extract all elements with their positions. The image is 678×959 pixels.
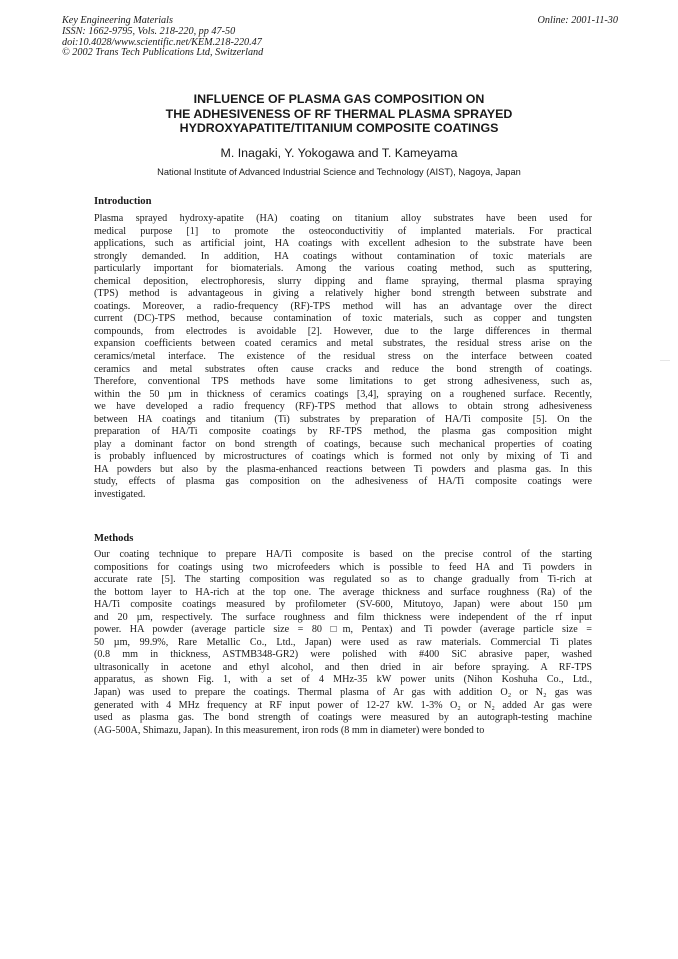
text-line: strongly demanded. In addition, HA coatings without contamination of toxic materials are [94,250,592,262]
text-line: ceramics and metal substrates often cause cracks and reduce the bond strength of coatings. [94,363,592,375]
text-line: accurate rate [5]. The starting composition was regulated so as to change gradually from Ti-rich at [94,574,592,586]
text-line: (AG-500A, Shimazu, Japan). In this measurement, iron rods (8 mm in diameter) were bonded to [94,724,485,736]
text-line: HA powders but also by the plasma-enhanced reactions between Ti powders and plasma gas. In this [94,463,592,475]
text-line: preparation of HA/Ti composite coatings by RF-TPS method, the plasma gas composition might [94,426,592,438]
journal-header [62,16,402,59]
text-line: is probably influenced by microstructures of coatings which is formed not only by mixing of Ti and [94,451,592,463]
author-list: M. Inagaki, Y. Yokogawa and T. Kameyama [220,146,458,160]
text-line: power. HA powder (average particle size = 80 □m, Pentax) and Ti powder (average particle size = [94,624,592,636]
text-line: used as plasma gas. The bond strength of coatings were measured by an autograph-testing machine [94,712,592,724]
text-line: medical purpose [1] to promote the osteoconductivitiy of implanted materials. For practical [94,225,592,237]
journal-copyright: © 2002 Trans Tech Publications Ltd, Switzerland [62,47,264,59]
journal-issn: ISSN: 1662-9795, Vols. 218-220, pp 47-50 [62,25,236,37]
paper-title [60,92,618,136]
text-line: (TPS) method is advantageous in giving a relatively higher bond strength between substrate and [94,288,592,300]
online-date: Online: 2001-11-30 [537,15,618,26]
text-line: generated with 4 MHz frequency at RF input power of 12-27 kW. 1-3% O₂ or N₂ added Ar gas were [94,699,592,711]
affiliation: National Institute of Advanced Industrial Science and Technology (AIST), Nagoya, Japan [157,167,521,177]
text-line: current (DC)-TPS method, because contamination of toxic materials, such as copper and tungsten [94,313,592,325]
margin-mark [660,360,670,361]
text-line: compositions for coatings using two microfeeders which is possible to feed HA and Ti powders in [94,561,592,573]
text-line: chemical deposition, electrophoresis, slurry dipping and flame spraying, thermal plasma spraying [94,275,592,287]
title-line: HYDROXYAPATITE/TITANIUM COMPOSITE COATINGS [179,121,499,136]
text-line: the bottom layer to HA-rich at the top one. The average thickness and surface roughness (Ra) of the [94,586,592,598]
text-line: Therefore, conventional TPS methods have some limitations to get strong adhesiveness, such as, [94,376,592,388]
methods-paragraph [94,549,592,737]
text-line: play a dominant factor on bond strength of coatings, because such mechanical properties of coating [94,438,592,450]
journal-doi: doi:10.4028/www.scientific.net/KEM.218-220.47 [62,36,262,48]
text-line: applications, such as artificial joint, HA coatings with excellent adhesion to the substrate have been [94,238,592,250]
text-line: investigated. [94,489,146,501]
methods-heading: Methods [94,533,134,544]
title-line: THE ADHESIVENESS OF RF THERMAL PLASMA SPRAYED [165,106,513,121]
text-line: between HA coatings and titanium (Ti) substrates by preparation of HA/Ti composite [5]. On the [94,413,592,425]
text-line: coatings. Moreover, a radio-frequency (RF)-TPS method will has an advantage over the direct [94,300,592,312]
title-line: INFLUENCE OF PLASMA GAS COMPOSITION ON [193,92,485,106]
text-line: within the 50 µm in thickness of ceramics coatings [3,4], spraying on a roughened surface. Recently, [94,388,592,400]
text-line: 50 µm, 99.9%, Rare Metallic Co., Ltd., Japan) were used as raw materials. Commercial Ti plates [94,636,592,648]
text-line: (0.8 mm in thickness, ASTMB348-GR2) were polished with #400 SiC abrasive paper, washed [94,649,592,661]
text-line: ultrasonically in acetone and ethyl alcohol, and then dried in air before spraying. A RF-TPS [94,661,592,673]
text-line: compounds, from electrodes is avoidable [2]. However, due to the large differences in thermal [94,325,592,337]
text-line: HA/Ti composite coatings measured by profilometer (SV-600, Mitutoyo, Japan) were about 150 µm [94,599,592,611]
text-line: study, effects of plasma gas composition on the adhesiveness of HA/Ti composite coatings were [94,476,592,488]
text-line: ceramics/metal interface. The existence of the residual stress on the interface between coated [94,351,592,363]
text-line: expansion coefficients between coated ceramics and metal substrates, the residual stress arise on the [94,338,592,350]
journal-name: Key Engineering Materials [62,15,173,26]
text-line: and 20 µm, respectively. The surface roughness and film thickness were independent of the rf input [94,611,592,623]
introduction-heading: Introduction [94,196,152,207]
text-line: Plasma sprayed hydroxy-apatite (HA) coating on titanium alloy substrates have been used for [94,213,592,224]
introduction-paragraph [94,213,592,502]
text-line: particularly important for biomaterials. Among the various coating method, such as sputtering, [94,263,592,275]
text-line: Japan) was used to prepare the coatings. Thermal plasma of Ar gas with addition O₂ or N₂ gas was [94,687,592,699]
text-line: we have developed a radio frequency (RF)-TPS method that allows to obtain strong adhesiveness [94,401,592,413]
text-line: Our coating technique to prepare HA/Ti composite is based on the precise control of the starting [94,549,592,560]
text-line: apparatus, as shown Fig. 1, with a set of 4 MHz-35 kW power units (Nihon Koshuha Co., Ltd., [94,674,592,686]
